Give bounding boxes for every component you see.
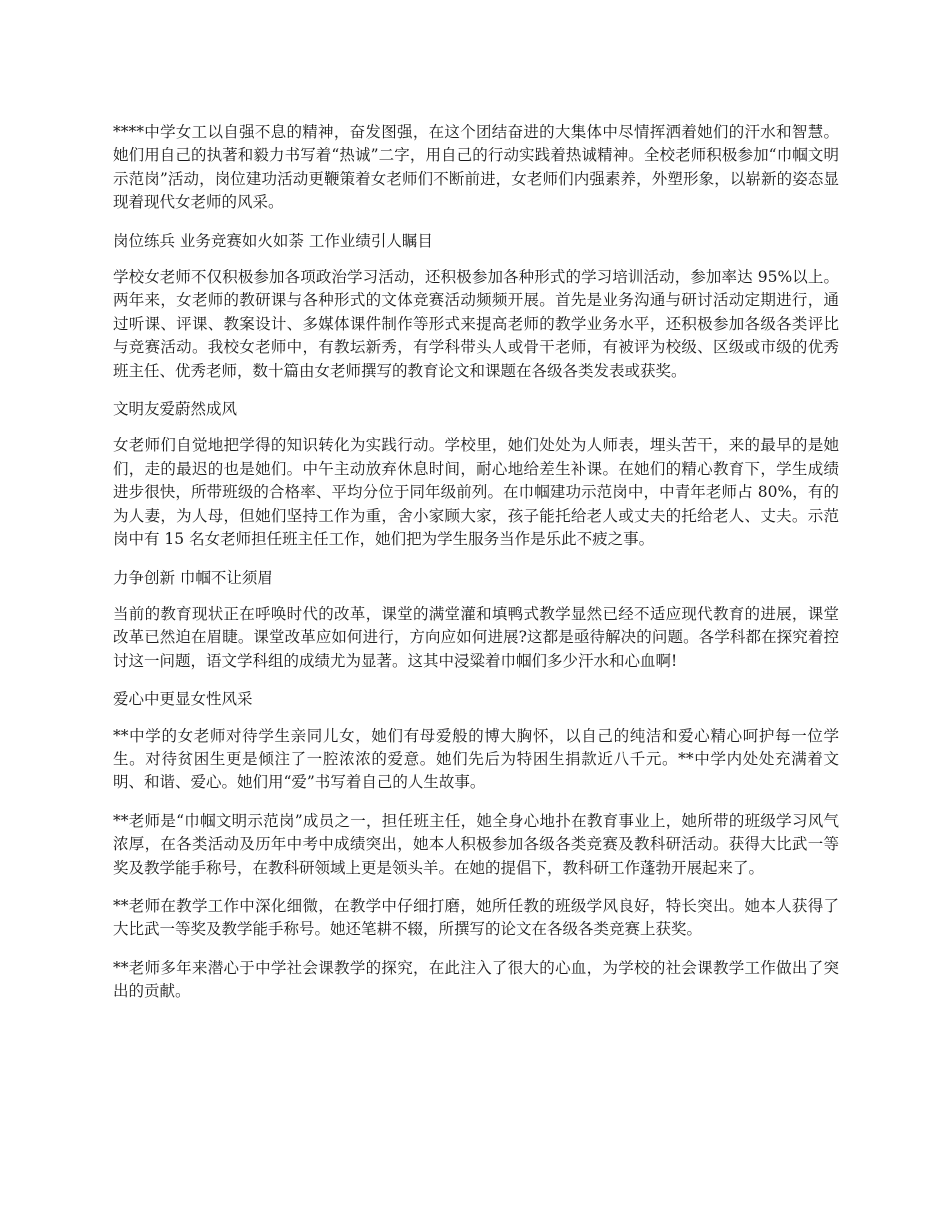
innovation-paragraph: 当前的教育现状正在呼唤时代的改革，课堂的满堂灌和填鸭式教学显然已经不适应现代教育的进展，课堂改革已然迫在眉睫。课堂改革应如何进行，方向应如何进展?这都是亟待解决的问题。各学科都在探究着控讨这一问题，语文学科组的成绩尤为显著。这其中浸粱着巾帼们多少汗水和心血啊! <box>113 604 839 670</box>
section-heading-civility: 文明友爱蔚然成风 <box>113 400 238 419</box>
teacher-profile-paragraph-2: **老师在教学工作中深化细微，在教学中仔细打磨，她所任教的班级学风良好，特长突出。她本人获得了大比武一等奖及教学能手称号。她还笔耕不辍，所撰写的论文在各级各类竞赛上获奖。 <box>113 896 839 939</box>
civility-paragraph: 女老师们自觉地把学得的知识转化为实践行动。学校里，她们处处为人师表，埋头苦干，来的最早的是她们，走的最迟的也是她们。中午主动放弃休息时间，耐心地给差生补课。在她们的精心教育下，学生成绩进步很快，所带班级的合格率、平均分位于同年级前列。在巾帼建功示范岗中，中青年老师占 80%，有的为人妻，为人母，但她们坚持工作为重，舍小家顾大家，孩子能托给老人或丈夫的托给老人、丈夫。示范岗中有 15 名女老师担任班主任工作，她们把为学生服务当作是乐此不疲之事。 <box>113 436 839 549</box>
document-body <box>113 121 839 1019</box>
love-paragraph: **中学的女老师对待学生亲同儿女，她们有母爱般的博大胸怀，以自己的纯洁和爱心精心呵护每一位学生。对待贫困生更是倾注了一腔浓浓的爱意。她们先后为特困生捐款近八千元。**中学内处处充满着文明、和谐、爱心。她们用“爱”书写着自己的人生故事。 <box>113 726 839 792</box>
intro-paragraph: ****中学女工以自强不息的精神，奋发图强，在这个团结奋进的大集体中尽情挥洒着她们的汗水和智慧。她们用自己的执著和毅力书写着“热诚”二字，用自己的行动实践着热诚精神。全校老师积极参加“巾帼文明示范岗”活动，岗位建功活动更鞭策着女老师们不断前进，女老师们内强素养，外塑形象，以崭新的姿态显现着现代女老师的风采。 <box>113 123 839 212</box>
training-paragraph: 学校女老师不仅积极参加各项政治学习活动，还积极参加各种形式的学习培训活动，参加率达 95%以上。两年来，女老师的教研课与各种形式的文体竞赛活动频频开展。首先是业务沟通与研讨活动定期进行，通过听课、评课、教案设计、多媒体课件制作等形式来提高老师的教学业务水平，还积极参加各级各类评比与竞赛活动。我校女老师中，有教坛新秀，有学科带头人或骨干老师，有被评为校级、区级或市级的优秀班主任、优秀老师，数十篇由女老师撰写的教育论文和课题在各级各类发表或获奖。 <box>113 268 839 380</box>
teacher-profile-paragraph-3: **老师多年来潜心于中学社会课教学的探究，在此注入了很大的心血，为学校的社会课教学工作做出了突出的贡献。 <box>113 958 839 1001</box>
section-heading-innovation: 力争创新 巾帼不让须眉 <box>113 568 273 587</box>
section-heading-training: 岗位练兵 业务竞赛如火如荼 工作业绩引人瞩目 <box>113 231 433 250</box>
teacher-profile-paragraph-1: **老师是“巾帼文明示范岗”成员之一，担任班主任，她全身心地扑在教育事业上，她所带的班级学习风气浓厚，在各类活动及历年中考中成绩突出，她本人积极参加各级各类竞赛及教科研活动。获得大比武一等奖及教学能手称号，在教科研领域上更是领头羊。在她的提倡下，教科研工作蓬勃开展起来了。 <box>113 811 839 877</box>
section-heading-love: 爱心中更显女性风采 <box>113 690 253 709</box>
